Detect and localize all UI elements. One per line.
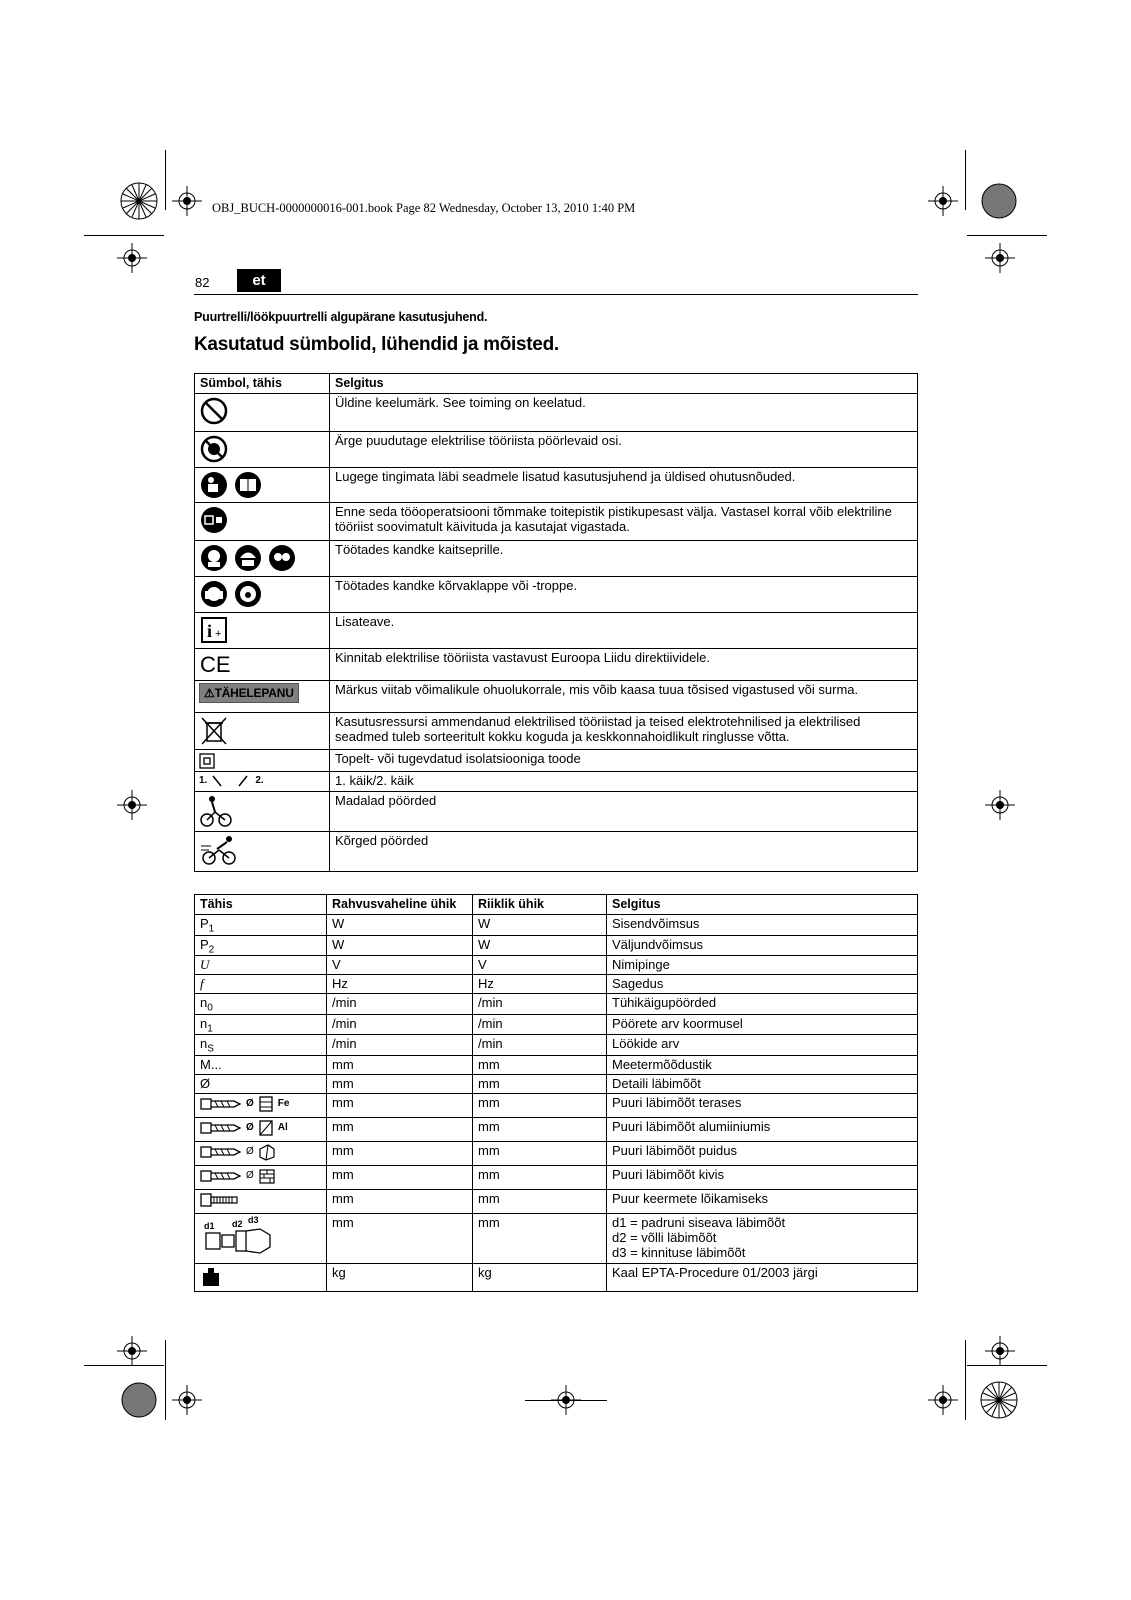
symbol-cell: f <box>195 975 327 994</box>
thread-tap-icon <box>200 1191 242 1209</box>
symbol-cell <box>195 613 330 649</box>
intl-unit-cell: mm <box>327 1189 473 1213</box>
description-line: d2 = võlli läbimõõt <box>612 1229 717 1245</box>
table-row <box>195 681 918 713</box>
symbol-cell: $P_1$ <box>195 915 327 936</box>
symbols-table <box>194 373 918 872</box>
intl-unit-cell: /min <box>327 1035 473 1056</box>
crosshair-mark-icon <box>985 790 1015 820</box>
symbol-cell <box>195 503 330 541</box>
svg-text:i: i <box>207 621 213 641</box>
svg-text:d2: d2 <box>232 1218 243 1229</box>
table-row <box>195 713 918 750</box>
table-row <box>195 771 918 791</box>
symbol-cell: $n_S$ <box>195 1035 327 1056</box>
table-row <box>195 1117 918 1141</box>
symbol-cell <box>195 750 330 772</box>
registration-sunburst-icon <box>979 1380 1019 1420</box>
table-header-row <box>195 374 918 394</box>
table-row <box>195 577 918 613</box>
drill-aluminium-icon <box>258 1119 274 1137</box>
no-touch-rotating-icon <box>199 434 229 464</box>
intl-unit-cell: W <box>327 935 473 956</box>
crosshair-mark-icon <box>117 1336 147 1366</box>
national-unit-cell: W <box>473 935 607 956</box>
column-header: Rahvusvaheline ühik <box>327 895 473 915</box>
table-header-row <box>195 895 918 915</box>
crosshair-mark-icon <box>172 186 202 216</box>
national-unit-cell: mm <box>473 1117 607 1141</box>
prohibition-icon <box>199 396 229 426</box>
intl-unit-cell: mm <box>327 1165 473 1189</box>
table-row <box>195 1189 918 1213</box>
svg-text:+: + <box>215 628 222 640</box>
ce-mark-icon <box>199 651 233 677</box>
page-number: 82 <box>195 275 210 290</box>
units-table <box>194 894 918 1292</box>
intl-unit-cell: mm <box>327 1117 473 1141</box>
national-unit-cell: kg <box>473 1263 607 1291</box>
drill-bit-icon <box>200 1119 242 1137</box>
face-shield-icon <box>199 543 229 573</box>
table-row <box>195 994 918 1015</box>
column-header: Selgitus <box>607 895 918 915</box>
crosshair-mark-icon <box>985 243 1015 273</box>
intl-unit-cell: mm <box>327 1055 473 1074</box>
symbol-cell <box>195 831 330 871</box>
national-unit-cell: mm <box>473 1189 607 1213</box>
table-row <box>195 1213 918 1263</box>
description-cell: Detaili läbimõõt <box>607 1074 918 1093</box>
registration-sunburst-icon <box>119 181 159 221</box>
intl-unit-cell: V <box>327 956 473 975</box>
description-cell: Tühikäigupöörded <box>607 994 918 1015</box>
hard-hat-icon <box>233 543 263 573</box>
svg-text:CE: CE <box>200 652 231 677</box>
svg-text:d1: d1 <box>204 1220 215 1231</box>
double-insulation-icon <box>199 753 215 769</box>
national-unit-cell: mm <box>473 1093 607 1117</box>
language-tab: et <box>237 269 281 292</box>
symbol-cell <box>195 1213 327 1263</box>
description-cell: Lisateave. <box>330 613 918 649</box>
table-row <box>195 503 918 541</box>
description-cell: Märkus viitab võimalikule ohuolukorrale, mis võib kaasa tuua tõsised vigastused või surma. <box>330 681 918 713</box>
drill-bit-icon <box>200 1143 242 1161</box>
symbol-cell <box>195 541 330 577</box>
symbol-cell <box>195 577 330 613</box>
column-header: Tähis <box>195 895 327 915</box>
description-cell: Töötades kandke kõrvaklappe või -troppe. <box>330 577 918 613</box>
column-header: Sümbol, tähis <box>195 374 330 394</box>
crosshair-mark-icon <box>928 1385 958 1415</box>
drill-bit-icon <box>200 1167 242 1185</box>
national-unit-cell: V <box>473 956 607 975</box>
registration-gray-circle-icon <box>119 1380 159 1420</box>
description-cell: Kasutusressursi ammendanud elektrilised tööriistad ja teised elektrotehnilised ja elektrilised seadmed tuleb sorteeritult kokku koguda ja keskkonnahoidlikult ringlusse võtta. <box>330 713 918 750</box>
description-cell: Puuri läbimõõt kivis <box>607 1165 918 1189</box>
national-unit-cell: /min <box>473 994 607 1015</box>
national-unit-cell: mm <box>473 1055 607 1074</box>
description-cell: Topelt- või tugevdatud isolatsiooniga toode <box>330 750 918 772</box>
table-row <box>195 613 918 649</box>
table-row <box>195 394 918 432</box>
symbol-cell <box>195 1263 327 1291</box>
table-row <box>195 541 918 577</box>
intl-unit-cell: mm <box>327 1141 473 1165</box>
gear-switch-icon <box>211 774 251 788</box>
description-cell: Enne seda tööoperatsiooni tõmmake toitepistik pistikupesast välja. Vastasel korral võib elektriline tööriist soovimatult käivituda ja kasutajat vigastada. <box>330 503 918 541</box>
manual-subtitle: Puurtrelli/löökpuurtrelli algupärane kasutusjuhend. <box>194 310 488 324</box>
table-row <box>195 649 918 681</box>
description-cell: Madalad pöörded <box>330 791 918 831</box>
table-row <box>195 750 918 772</box>
symbol-cell: Ø Al <box>195 1117 327 1141</box>
registration-gray-circle-icon <box>979 181 1019 221</box>
unplug-icon <box>199 505 229 535</box>
description-cell: Sagedus <box>607 975 918 994</box>
national-unit-cell: W <box>473 915 607 936</box>
intl-unit-cell: kg <box>327 1263 473 1291</box>
symbol-cell: 1. 2. <box>195 771 330 791</box>
description-cell: Kinnitab elektrilise tööriista vastavust Euroopa Liidu direktiividele. <box>330 649 918 681</box>
description-cell: Puuri läbimõõt terases <box>607 1093 918 1117</box>
intl-unit-cell: mm <box>327 1093 473 1117</box>
description-cell: Puuri läbimõõt puidus <box>607 1141 918 1165</box>
document-meta: OBJ_BUCH-0000000016-001.book Page 82 Wednesday, October 13, 2010 1:40 PM <box>212 201 636 215</box>
table-row <box>195 956 918 975</box>
description-cell: Nimipinge <box>607 956 918 975</box>
symbol-cell: Ø <box>195 1074 327 1093</box>
table-row <box>195 1263 918 1291</box>
table-row <box>195 1093 918 1117</box>
table-row <box>195 975 918 994</box>
description-cell: Kõrged pöörded <box>330 831 918 871</box>
crosshair-mark-icon <box>117 243 147 273</box>
header-rule <box>194 294 918 295</box>
read-manual-icon <box>233 470 263 500</box>
table-row <box>195 1074 918 1093</box>
protective-goggles-icon <box>267 543 297 573</box>
national-unit-cell: mm <box>473 1141 607 1165</box>
description-cell: Ärge puudutage elektrilise tööriista pöörlevaid osi. <box>330 432 918 468</box>
symbol-cell: Ø <box>195 1165 327 1189</box>
column-header: Selgitus <box>330 374 918 394</box>
table-row <box>195 1165 918 1189</box>
national-unit-cell: mm <box>473 1165 607 1189</box>
symbol-cell: M... <box>195 1055 327 1074</box>
symbol-cell: U <box>195 956 327 975</box>
description-line: d1 = padruni siseava läbimõõt <box>612 1214 786 1230</box>
symbol-cell: Ø <box>195 1141 327 1165</box>
table-row <box>195 831 918 871</box>
drill-bit-icon <box>200 1095 242 1113</box>
description-cell: Löökide arv <box>607 1035 918 1056</box>
national-unit-cell: /min <box>473 1035 607 1056</box>
table-row <box>195 1014 918 1035</box>
column-header: Riiklik ühik <box>473 895 607 915</box>
description-cell: Sisendvõimsus <box>607 915 918 936</box>
national-unit-cell: Hz <box>473 975 607 994</box>
symbol-cell <box>195 432 330 468</box>
read-manual-person-icon <box>199 470 229 500</box>
description-cell: Pöörete arv koormusel <box>607 1014 918 1035</box>
crosshair-mark-icon <box>985 1336 1015 1366</box>
description-cell: Puuri läbimõõt alumiiniumis <box>607 1117 918 1141</box>
crosshair-mark-icon <box>928 186 958 216</box>
symbol-cell <box>195 649 330 681</box>
warning-triangle-icon: ⚠ <box>204 686 215 700</box>
symbol-cell: $n_1$ <box>195 1014 327 1035</box>
weee-bin-icon <box>199 715 229 747</box>
symbol-cell <box>195 468 330 503</box>
table-row <box>195 432 918 468</box>
description-cell: Puur keermete lõikamiseks <box>607 1189 918 1213</box>
chuck-diameter-icon <box>200 1215 274 1259</box>
symbol-cell <box>195 394 330 432</box>
ear-protection-icon <box>199 579 229 609</box>
national-unit-cell: /min <box>473 1014 607 1035</box>
description-cell: Töötades kandke kaitseprille. <box>330 541 918 577</box>
table-row <box>195 1141 918 1165</box>
drill-steel-icon <box>258 1095 274 1113</box>
symbol-cell <box>195 713 330 750</box>
description-cell: Meetermõõdustik <box>607 1055 918 1074</box>
symbol-cell <box>195 791 330 831</box>
description-cell: Kaal EPTA-Procedure 01/2003 järgi <box>607 1263 918 1291</box>
table-row <box>195 1035 918 1056</box>
weight-icon <box>200 1265 222 1287</box>
description-cell: 1. käik/2. käik <box>330 771 918 791</box>
intl-unit-cell: W <box>327 915 473 936</box>
national-unit-cell: mm <box>473 1074 607 1093</box>
drill-wood-icon <box>258 1143 276 1161</box>
info-icon <box>199 615 229 645</box>
high-speed-icon <box>199 834 239 866</box>
intl-unit-cell: Hz <box>327 975 473 994</box>
table-row <box>195 791 918 831</box>
table-row <box>195 935 918 956</box>
drill-masonry-icon <box>258 1167 276 1185</box>
crosshair-mark-icon <box>172 1385 202 1415</box>
symbol-cell: Ø Fe <box>195 1093 327 1117</box>
description-cell: Üldine keelumärk. See toiming on keelatud. <box>330 394 918 432</box>
table-row <box>195 1055 918 1074</box>
symbol-cell: $n_0$ <box>195 994 327 1015</box>
crosshair-mark-icon <box>117 790 147 820</box>
symbol-cell <box>195 681 330 713</box>
intl-unit-cell: /min <box>327 994 473 1015</box>
intl-unit-cell: mm <box>327 1074 473 1093</box>
table-row <box>195 915 918 936</box>
ear-plug-icon <box>233 579 263 609</box>
symbol-cell: $P_2$ <box>195 935 327 956</box>
warning-badge: ⚠TÄHELEPANU <box>199 683 299 703</box>
svg-text:d3: d3 <box>248 1214 259 1225</box>
table-row <box>195 468 918 503</box>
symbol-cell <box>195 1189 327 1213</box>
low-speed-icon <box>199 794 233 828</box>
intl-unit-cell: /min <box>327 1014 473 1035</box>
intl-unit-cell: mm <box>327 1213 473 1263</box>
national-unit-cell: mm <box>473 1213 607 1263</box>
description-line: d3 = kinnituse läbimõõt <box>612 1244 746 1260</box>
description-cell: Väljundvõimsus <box>607 935 918 956</box>
description-cell: Lugege tingimata läbi seadmele lisatud kasutusjuhend ja üldised ohutusnõuded. <box>330 468 918 503</box>
description-cell <box>607 1213 918 1263</box>
section-title: Kasutatud sümbolid, lühendid ja mõisted. <box>194 334 559 355</box>
